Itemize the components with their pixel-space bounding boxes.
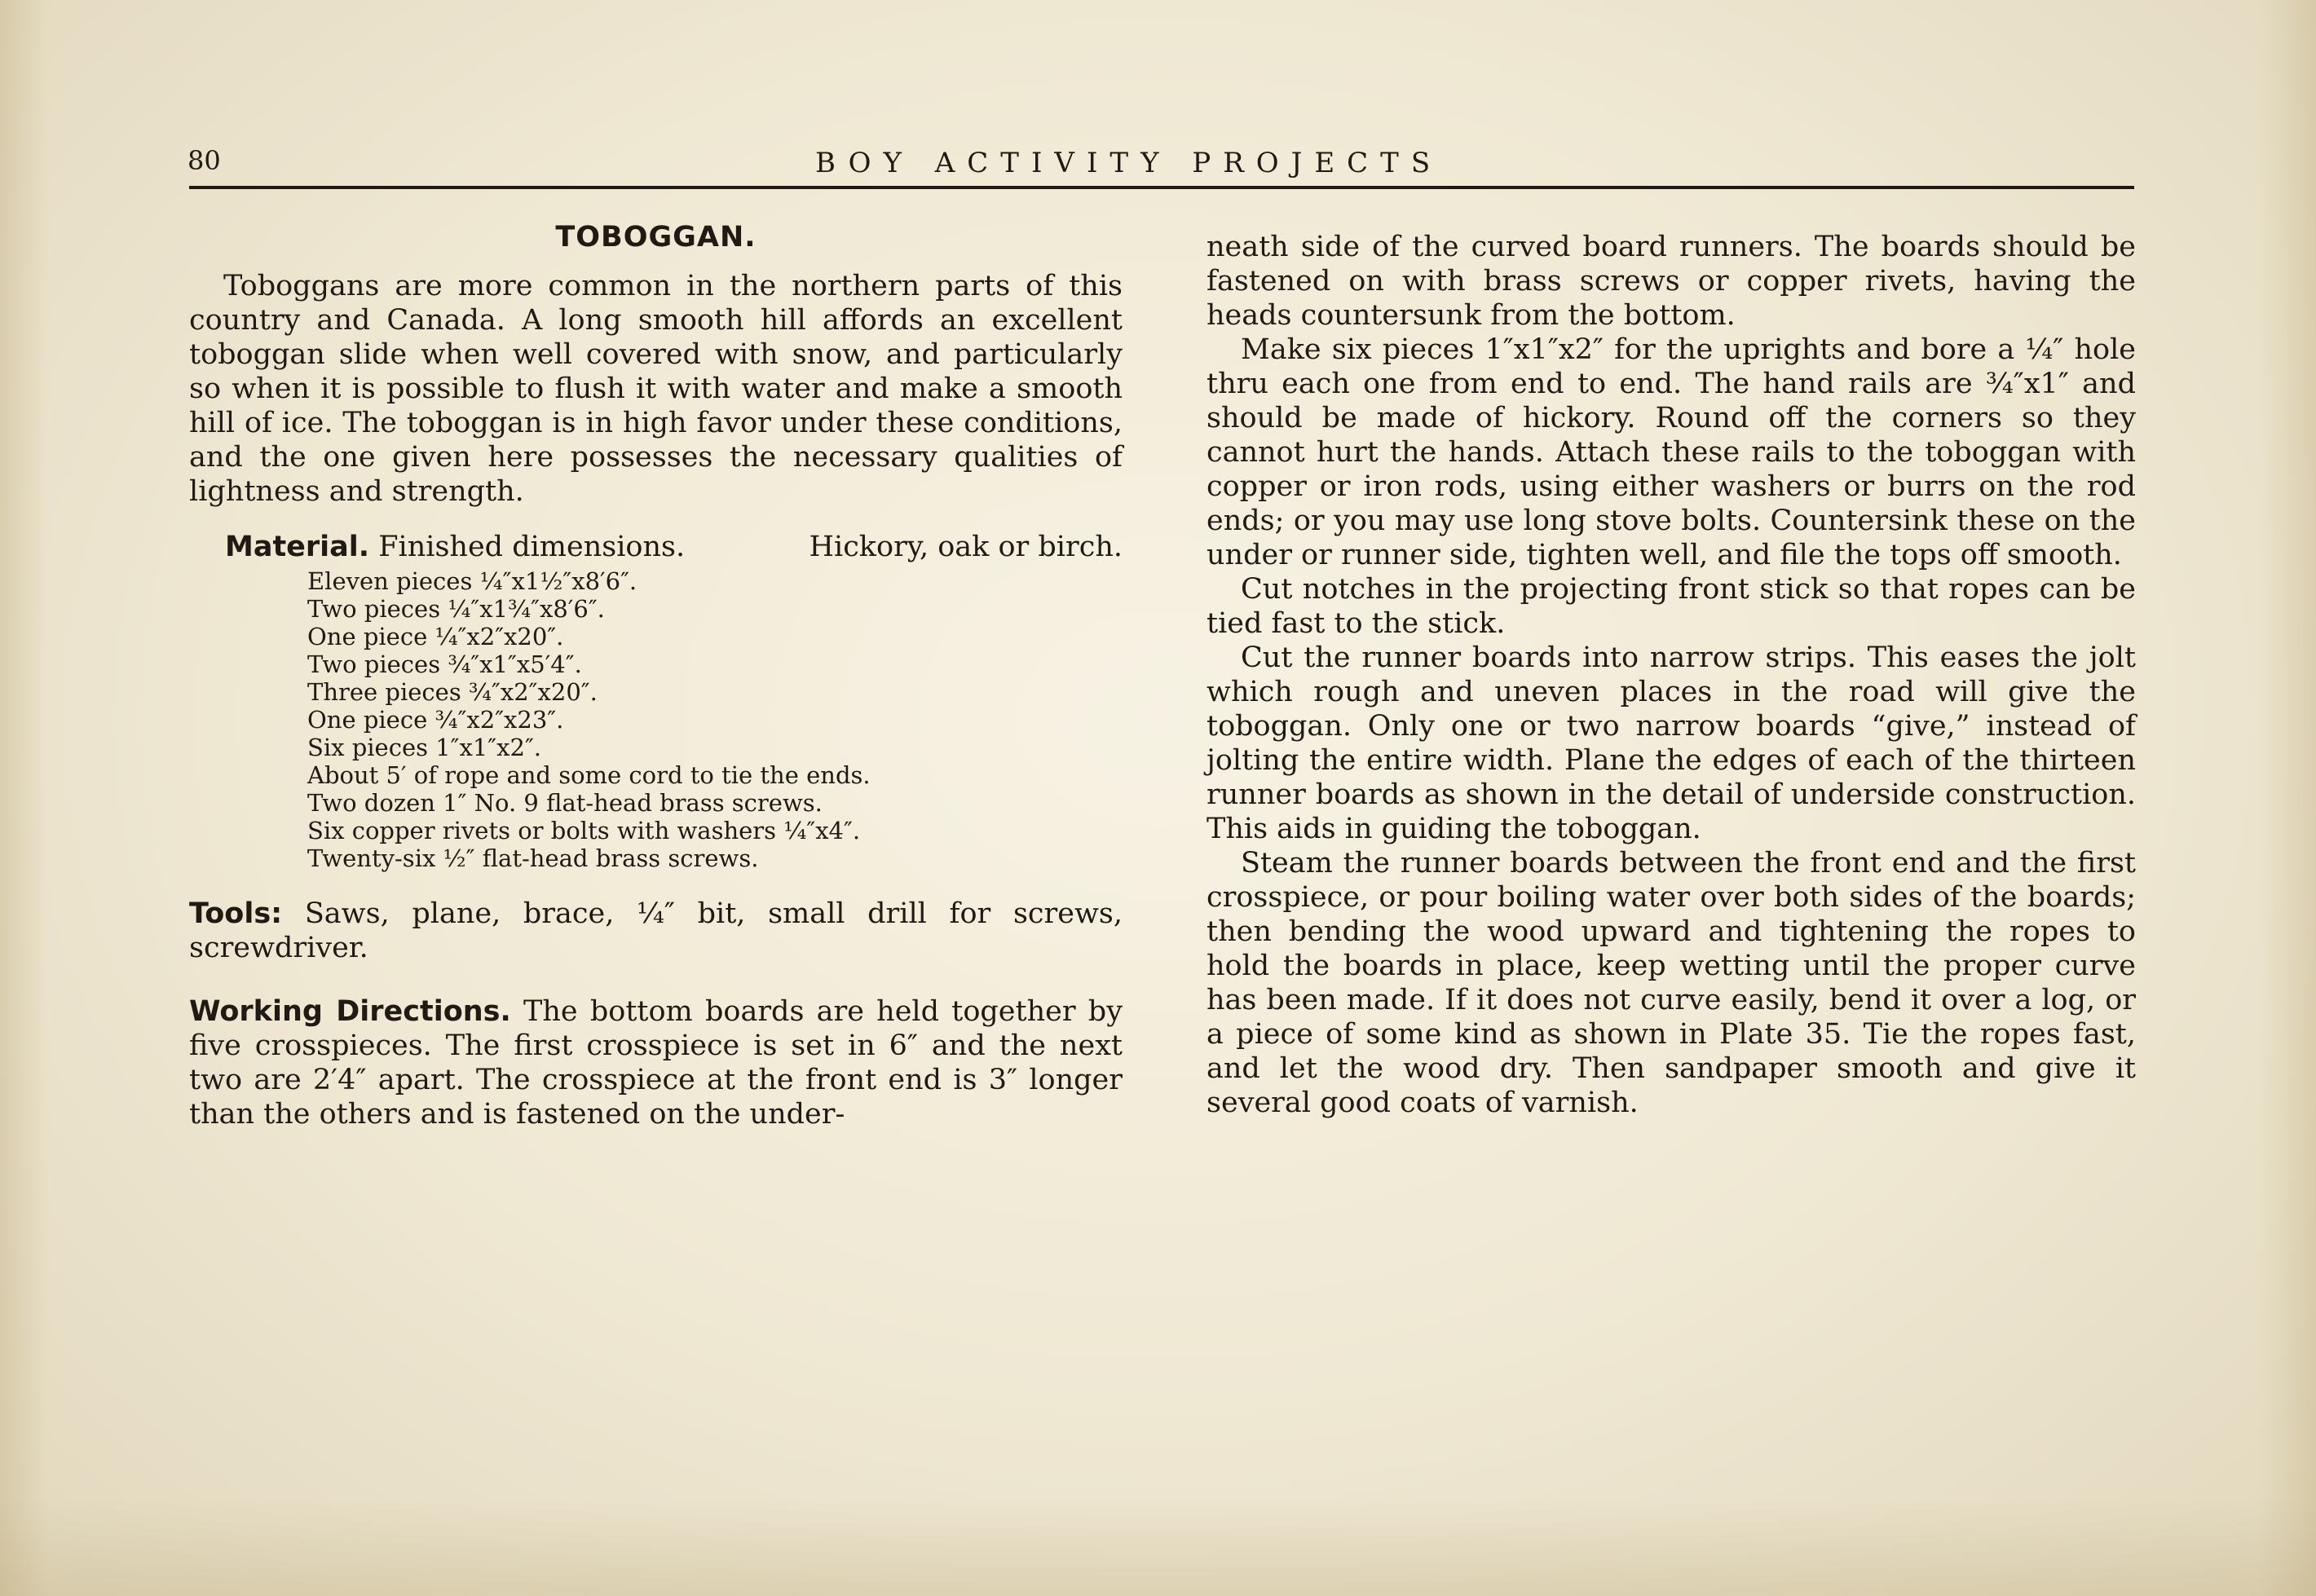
intro-paragraph: Toboggans are more common in the northern parts of this country and Canada. A long smooth hill affords an excellent toboggan slide when well covered with snow, and particularly so when it is possible to flush it with water and make a smooth hill of ice. The toboggan is in high favor under these conditions, and the one given here possesses the necessary qualities of lightness and strength.: [189, 270, 1123, 508]
material-item: Two pieces ¾″x1″x5′4″.: [307, 650, 582, 678]
material-list: [307, 567, 1123, 872]
material-item: Six copper rivets or bolts with washers ¼″x4″.: [307, 817, 861, 844]
paper-edge-stain-bottom: [0, 1498, 2316, 1596]
article-title: TOBOGGAN.: [555, 221, 757, 254]
tools-paragraph: [189, 897, 1123, 965]
working-directions-label: Working Directions.: [189, 995, 511, 1028]
page-header: [187, 140, 2136, 186]
right-paragraph: Cut the runner boards into narrow strips. This eases the jolt which rough and uneven places in the road will give the toboggan. Only one or two narrow boards “give,” instead of jolting the entire width. Plane the edges of each of the thirteen runner boards as shown in the detail of underside construction. This aids in guiding the toboggan.: [1207, 641, 2136, 845]
right-paragraph: Steam the runner boards between the front end and the first crosspiece, or pour boiling water over both sides of the boards; then bending the wood upward and tightening the ropes to hold the boards in place, keep wetting until the proper curve has been made. If it does not curve easily, bend it over a log, or a piece of some kind as shown in Plate 35. Tie the ropes fast, and let the wood dry. Then sandpaper smooth and give it several good coats of varnish.: [1207, 847, 2136, 1119]
tools-label: Tools:: [189, 897, 283, 930]
right-paragraph: Make six pieces 1″x1″x2″ for the uprights and bore a ¼″ hole thru each one from end to end. The hand rails are ¾″x1″ and should be made of hickory. Round off the corners so they cannot hurt the hands. Attach these rails to the toboggan with copper or iron rods, using either washers or burrs on the rod ends; or you may use long stove bolts. Countersink these on the under or runner side, tighten well, and file the tops off smooth.: [1207, 333, 2136, 571]
material-line: [189, 530, 1123, 564]
running-head: BOY ACTIVITY PROJECTS: [815, 147, 1443, 179]
header-rule: [189, 186, 2134, 189]
material-item: Two pieces ¼″x1¾″x8′6″.: [307, 595, 605, 623]
material-item: Two dozen 1″ No. 9 flat-head brass screws.: [307, 789, 823, 817]
material-item: Three pieces ¾″x2″x20″.: [307, 678, 598, 706]
tools-text: Saws, plane, brace, ¼″ bit, small drill for screws, screwdriver.: [189, 897, 1123, 964]
material-item: Eleven pieces ¼″x1½″x8′6″.: [307, 567, 637, 595]
material-item: About 5′ of rope and some cord to tie the ends.: [307, 761, 871, 789]
working-directions-paragraph: [189, 994, 1123, 1131]
paper-edge-stain-left: [0, 0, 49, 1596]
material-item: One piece ¾″x2″x23″.: [307, 706, 564, 734]
material-item: Six pieces 1″x1″x2″.: [307, 734, 541, 761]
material-item: Twenty-six ½″ flat-head brass screws.: [307, 844, 759, 872]
paper-edge-stain-right: [2259, 0, 2316, 1596]
working-directions-text: The bottom boards are held together by five crosspieces. The first crosspiece is set in 6″ and the next two are 2′4″ apart. The crosspiece at the front end is 3″ longer than the others and is fastened on the under-: [189, 995, 1123, 1131]
right-column: [1207, 230, 2136, 1120]
material-label: Material.: [225, 531, 370, 563]
page-number: 80: [187, 145, 221, 176]
left-column: [189, 220, 1123, 1131]
material-section: [189, 530, 1123, 872]
material-woods: Hickory, oak or birch.: [809, 531, 1123, 563]
right-paragraph: neath side of the curved board runners. The boards should be fastened on with brass screws or copper rivets, having the heads countersunk from the bottom.: [1207, 231, 2136, 332]
material-item: One piece ¼″x2″x20″.: [307, 623, 564, 650]
material-summary: Finished dimensions.: [378, 531, 686, 563]
right-paragraph: Cut notches in the projecting front stick so that ropes can be tied fast to the stick.: [1207, 573, 2136, 640]
